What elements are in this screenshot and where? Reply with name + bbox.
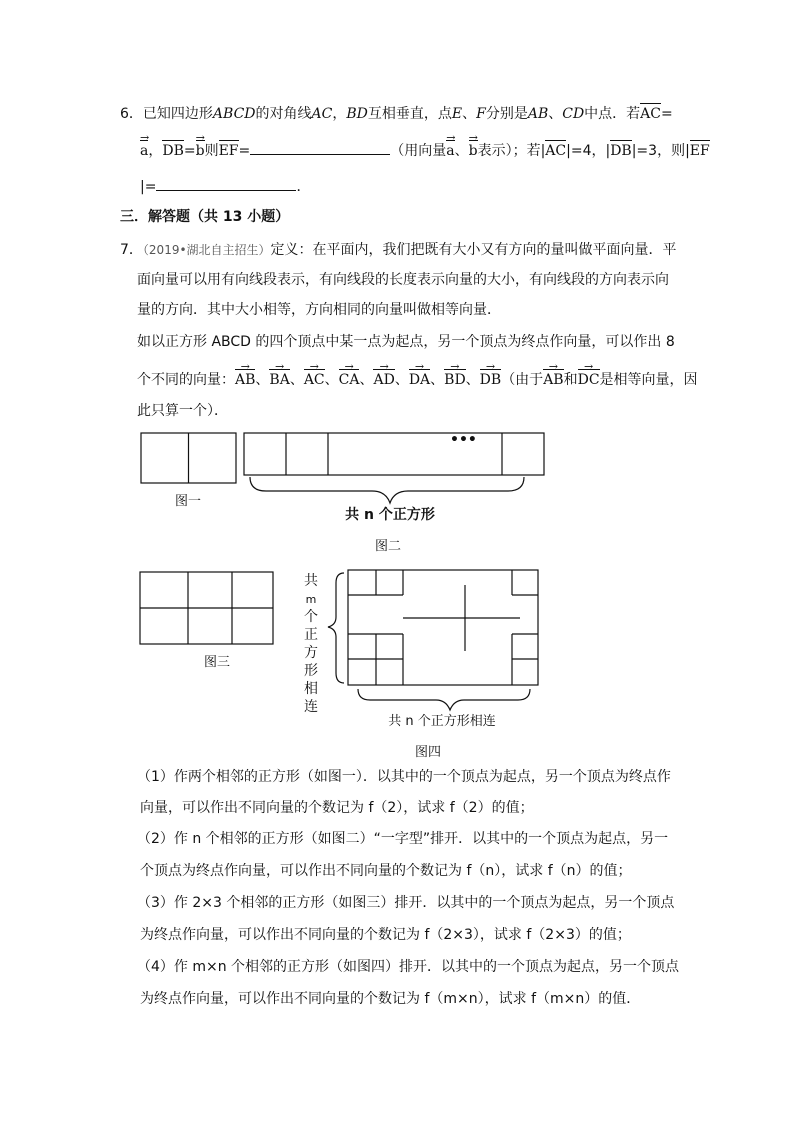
fig4-left-char: 共 [304, 573, 318, 589]
vector-ab-equal: AB → [543, 370, 563, 390]
q7-line-6: 此只算一个）． [137, 403, 228, 419]
answer-blank-1[interactable] [250, 140, 390, 155]
q6-line-3: |= ． [140, 176, 310, 197]
fig4-left-char: 相 [304, 681, 318, 697]
fig4-left-char: 连 [304, 699, 318, 715]
vector-item: CA → [339, 370, 360, 390]
fig4-left-char: m [305, 593, 317, 606]
vector-ef: EF [218, 143, 239, 159]
fig4-left-brace [328, 573, 344, 683]
vector-item: BD → [444, 370, 466, 390]
q7-line-5: 个不同的向量：AB →、BA →、AC →、CA →、AD →、DA →、BD →、DB →（由于AB →和DC →是相等向量，因 [137, 370, 698, 390]
fig4-left-char: 个 [304, 609, 318, 625]
vector-item: DA → [409, 370, 430, 390]
q7-line-4: 如以正方形 ABCD 的四个顶点中某一点为起点，另一个顶点为终点作向量，可以作出 8 [137, 334, 675, 350]
section-heading: 三．解答题（共 13 小题） [120, 209, 290, 225]
q7-source: （2019•湖北自主招生） [142, 243, 271, 257]
fig4-label: 图四 [414, 745, 442, 760]
answer-blank-2[interactable] [156, 176, 296, 191]
vector-item: DB → [480, 370, 502, 390]
fig2-ellipsis: ••• [450, 432, 477, 448]
vector-b: b → [196, 141, 205, 161]
fig1-label: 图一 [174, 494, 202, 509]
fig4-left-label [304, 573, 318, 715]
fig4-left-char: 正 [304, 627, 318, 643]
q7-sub1-line2: 向量，可以作出不同向量的个数记为 f（2），试求 f（2）的值； [140, 800, 534, 816]
q6-line-2: a →，DB=b →则EF= （用向量a →、b →表示）；若|AC|=4，|DB|=3，则|EF [140, 140, 710, 161]
vector-item: AD → [373, 370, 394, 390]
vector-item: AB → [235, 370, 255, 390]
q7-number: 7 [120, 242, 129, 258]
q7-sub1-line1: （1）作两个相邻的正方形（如图一）．以其中的一个顶点为起点，另一个顶点为终点作 [137, 769, 671, 785]
vector-dc-equal: DC → [578, 370, 600, 390]
q6-number: 6 [120, 106, 129, 122]
q7-line-3: 量的方向．其中大小相等，方向相同的向量叫做相等向量． [137, 302, 501, 318]
fig4-bottom-brace [358, 689, 530, 710]
fig2-rect [244, 433, 544, 475]
fig2-label: 图二 [374, 539, 402, 554]
q7-sub3-line1: （3）作 2×3 个相邻的正方形（如图三）排开．以其中的一个顶点为起点，另一个顶点 [137, 895, 675, 911]
q7-line-2: 面向量可以用有向线段表示，有向线段的长度表示向量的大小，有向线段的方向表示向 [137, 272, 669, 288]
q7-sub2-line2: 个顶点为终点作向量，可以作出不同向量的个数记为 f（n），试求 f（n）的值； [140, 863, 632, 879]
fig4-left-char: 形 [304, 663, 318, 679]
vector-db: DB [162, 143, 184, 159]
q7-sub4-line1: （4）作 m×n 个相邻的正方形（如图四）排开．以其中的一个顶点为起点，另一个顶点 [137, 959, 680, 975]
q7-sub3-line2: 为终点作向量，可以作出不同向量的个数记为 f（2×3），试求 f（2×3）的值； [140, 927, 631, 943]
fig4-left-char: 方 [304, 645, 318, 661]
q6-line-1: 6．已知四边形ABCD的对角线AC，BD互相垂直，点E、F分别是AB、CD中点．若AC= [120, 106, 673, 122]
q7-line-1: 7．（2019•湖北自主招生）定义：在平面内，我们把既有大小又有方向的量叫做平面向量．平 [120, 242, 677, 258]
q7-sub4-line2: 为终点作向量，可以作出不同向量的个数记为 f（m×n），试求 f（m×n）的值． [140, 991, 641, 1007]
fig4-bottom-label: 共 n 个正方形相连 [388, 714, 496, 729]
fig2-brace [250, 477, 524, 503]
fig3-label: 图三 [203, 655, 231, 670]
vector-a: a → [140, 141, 148, 161]
figures [0, 425, 794, 765]
vector-list: AB →、BA →、AC →、CA →、AD →、DA →、BD →、DB → [235, 372, 501, 388]
fig2-brace-label: 共 n 个正方形 [345, 507, 435, 523]
vector-item: AC → [304, 370, 325, 390]
vector-item: BA → [269, 370, 289, 390]
vector-ac: AC [640, 106, 661, 122]
q7-sub2-line1: （2）作 n 个相邻的正方形（如图二）“一字型”排开．以其中的一个顶点为起点，另一 [137, 831, 669, 847]
